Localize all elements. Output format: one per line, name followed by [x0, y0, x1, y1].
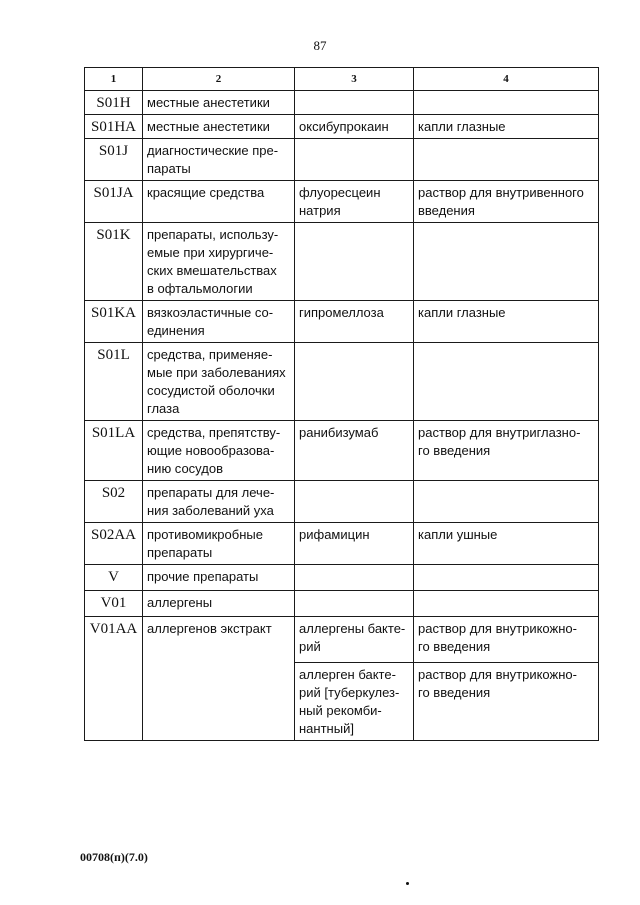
cell-form	[414, 565, 599, 591]
cell-form	[414, 91, 599, 115]
cell-drug	[295, 223, 414, 301]
cell-drug: флуоресцеин натрия	[295, 181, 414, 223]
cell-drug	[295, 565, 414, 591]
table-row	[85, 301, 599, 343]
column-header: 4	[414, 68, 599, 91]
cell-drug: аллерген бакте- рий [туберкулез- ный рекомби- нантный]	[295, 663, 414, 741]
cell-group: аллергенов экстракт	[143, 617, 295, 741]
cell-group: противомикробные препараты	[143, 523, 295, 565]
cell-drug: аллергены бакте- рий	[295, 617, 414, 663]
cell-drug	[295, 591, 414, 617]
cell-form: раствор для внутривенного введения	[414, 181, 599, 223]
cell-code: V01AA	[85, 617, 143, 741]
cell-code: S01LA	[85, 421, 143, 481]
cell-drug	[295, 139, 414, 181]
cell-code: S01KA	[85, 301, 143, 343]
table-row	[85, 115, 599, 139]
cell-form: раствор для внутрикожно- го введения	[414, 617, 599, 663]
cell-code: V	[85, 565, 143, 591]
document-code: 00708(п)(7.0)	[80, 850, 148, 864]
column-header: 3	[295, 68, 414, 91]
cell-form: капли глазные	[414, 301, 599, 343]
cell-group: аллергены	[143, 591, 295, 617]
table-row	[85, 523, 599, 565]
cell-form: капли глазные	[414, 115, 599, 139]
table-row	[85, 591, 599, 617]
cell-form	[414, 591, 599, 617]
page-number: 87	[313, 38, 327, 53]
cell-form	[414, 139, 599, 181]
cell-group: диагностические пре- параты	[143, 139, 295, 181]
table-row	[85, 223, 599, 301]
stray-mark	[406, 882, 409, 885]
cell-code: S01H	[85, 91, 143, 115]
drug-table	[84, 67, 599, 741]
cell-group: красящие средства	[143, 181, 295, 223]
cell-form	[414, 223, 599, 301]
cell-code: S02	[85, 481, 143, 523]
cell-code: S01K	[85, 223, 143, 301]
cell-drug	[295, 91, 414, 115]
cell-form	[414, 343, 599, 421]
cell-group: средства, применяе- мые при заболеваниях сосудистой оболочки глаза	[143, 343, 295, 421]
cell-code: S01L	[85, 343, 143, 421]
cell-drug	[295, 481, 414, 523]
cell-group: препараты для лече- ния заболеваний уха	[143, 481, 295, 523]
table-row	[85, 91, 599, 115]
column-header: 1	[85, 68, 143, 91]
cell-drug: гипромеллоза	[295, 301, 414, 343]
table-row	[85, 481, 599, 523]
cell-group: препараты, использу- емые при хирургиче- ских вмешательствах в офтальмологии	[143, 223, 295, 301]
cell-group: прочие препараты	[143, 565, 295, 591]
table-row	[85, 343, 599, 421]
cell-code: S01JA	[85, 181, 143, 223]
table-row	[85, 139, 599, 181]
cell-form: раствор для внутрикожно- го введения	[414, 663, 599, 741]
cell-group: вязкоэластичные со- единения	[143, 301, 295, 343]
cell-code: V01	[85, 591, 143, 617]
cell-drug: рифамицин	[295, 523, 414, 565]
cell-group: местные анестетики	[143, 115, 295, 139]
cell-group: средства, препятству- ющие новообразова- нию сосудов	[143, 421, 295, 481]
cell-drug	[295, 343, 414, 421]
cell-drug: ранибизумаб	[295, 421, 414, 481]
cell-drug: оксибупрокаин	[295, 115, 414, 139]
column-header: 2	[143, 68, 295, 91]
table-row	[85, 617, 599, 663]
cell-form	[414, 481, 599, 523]
cell-code: S01HA	[85, 115, 143, 139]
cell-code: S02AA	[85, 523, 143, 565]
cell-code: S01J	[85, 139, 143, 181]
cell-group: местные анестетики	[143, 91, 295, 115]
table-row	[85, 565, 599, 591]
cell-form: капли ушные	[414, 523, 599, 565]
cell-form: раствор для внутриглазно- го введения	[414, 421, 599, 481]
table-row	[85, 421, 599, 481]
table-row	[85, 181, 599, 223]
table-header-row	[85, 68, 599, 91]
